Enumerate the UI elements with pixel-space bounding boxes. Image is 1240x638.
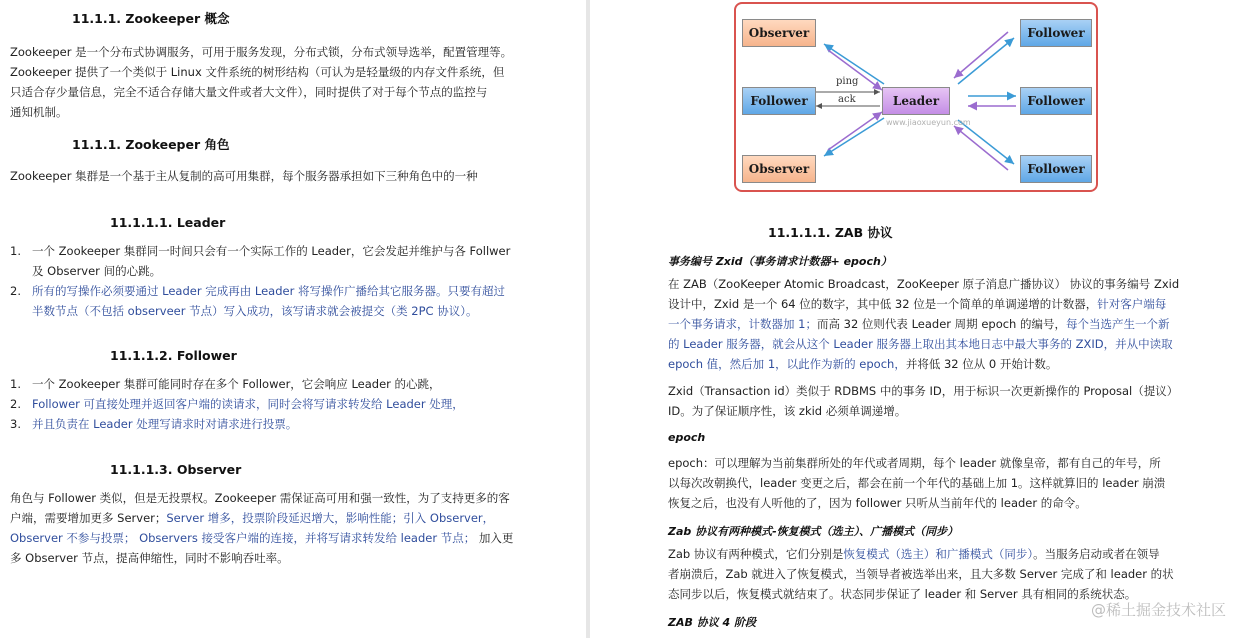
concept-line-4: 通知机制。 [10,105,68,119]
heading-follower: 11.1.1.2. Follower [110,348,237,363]
observer-node-bottom: Observer [742,155,816,183]
list-number: 1. [10,377,21,391]
arrow-leader-to-observer [824,118,884,156]
zab-text-highlight: 一个事务请求，计数器加 1； [668,317,817,331]
zab-line-4: 的 Leader 服务器，就会从这个 Leader 服务器上取出其本地日志中最大事务的 ZXID，并从中读取 [668,337,1173,351]
mode-line-1 [668,544,1160,564]
observer-text-highlight: Observer 不参与投票； Observers 接受客户端的连接，并将写请求转发给 leader 节点； [10,531,476,545]
observer-text: 加入更 [475,531,514,545]
subheading-epoch: epoch [668,431,706,444]
list-number: 1. [10,244,21,258]
zab-text-highlight: 每个当选产生一个新 [1066,317,1170,331]
ping-label: ping [836,76,859,87]
diagram-watermark: www.jiaoxueyun.com [886,118,971,127]
zab-line-5 [668,354,1057,374]
concept-line-3: 只适合存少量信息，完全不适合存储大量文件或者大文件），同时提供了对于每个节点的监控与 [10,85,488,99]
zab-text-highlight: 针对客户端每 [1097,297,1167,311]
arrow-leader-to-follower [958,38,1014,84]
observer-line-2 [10,508,494,528]
mode-line-3: 态同步以后，恢复模式就结束了。状态同步保证了 leader 和 Server 具有相同的系统状态。 [668,587,1137,601]
concept-line-2: Zookeeper 提供了一个类似于 Linux 文件系统的树形结构（可认为是轻量级的内存文件系统，但 [10,65,505,79]
list-text: 一个 Zookeeper 集群可能同时存在多个 Follower，它会响应 Leader 的心跳， [32,377,441,391]
epoch-line-3: 恢复之后，也没有人听他的了，因为 follower 只听从当前年代的 leader 的命令。 [668,496,1087,510]
zxid-line-2: ID。为了保证顺序性，该 zkid 必须单调递增。 [668,404,907,418]
leader-item-2-line-2: 半数节点（不包括 observeer 节点）写入成功，该写请求就会被提交（类 2PC 协议）。 [32,304,478,318]
follower-node-left: Follower [742,87,816,115]
list-text: Follower 可直接处理并返回客户端的读请求，同时会将写请求转发给 Leader 处理， [32,397,464,411]
zookeeper-roles-diagram [734,2,1098,192]
follower-node-top-right: Follower [1020,19,1092,47]
zab-line-2 [668,294,1166,314]
heading-zab-protocol: 11.1.1.1. ZAB 协议 [768,225,893,240]
list-text: 一个 Zookeeper 集群同一时间只会有一个实际工作的 Leader，它会发起并维护与各 Follwer [32,244,511,258]
list-number: 3. [10,417,21,431]
follower-item-2 [10,394,464,414]
zab-text: 并将低 32 位从 0 开始计数。 [905,357,1058,371]
observer-line-1: 角色与 Follower 类似，但是无投票权。Zookeeper 需保证高可用和强一致性，为了支持更多的客 [10,491,510,505]
heading-observer: 11.1.1.3. Observer [110,462,242,477]
observer-line-4: 多 Observer 节点，提高伸缩性，同时不影响吞吐率。 [10,551,289,565]
observer-line-3 [10,528,513,548]
mode-text: Zab 协议有两种模式，它们分别是 [668,547,844,561]
heading-zookeeper-concept: 11.1.1. Zookeeper 概念 [72,11,230,26]
subheading-zab-modes: Zab 协议有两种模式-恢复模式（选主）、广播模式（同步） [668,525,959,538]
concept-line-1: Zookeeper 是一个分布式协调服务，可用于服务发现，分布式锁，分布式领导选举，配置管理等。 [10,45,513,59]
zab-line-3 [668,314,1170,334]
document-page-left [0,0,586,638]
leader-node: Leader [882,87,950,115]
zab-text-highlight: epoch 值，然后加 1，以此作为新的 epoch， [668,357,906,371]
follower-node-bottom-right: Follower [1020,155,1092,183]
arrow-observer-to-leader [828,112,882,150]
zxid-line-1: Zxid（Transaction id）类似于 RDBMS 中的事务 ID，用于标识一次更新操作的 Proposal（提议） [668,384,1179,398]
epoch-line-2: 以每次改朝换代，leader 变更之后，都会在前一个年代的基础上加 1。这样就算旧的 leader 崩溃 [668,476,1166,490]
mode-text: 。当服务启动或者在领导 [1033,547,1160,561]
list-text: 所有的写操作必须要通过 Leader 完成再由 Leader 将写操作广播给其它服务器。只要有超过 [32,284,505,298]
mode-text-highlight: 恢复模式（选主）和广播模式（同步） [843,547,1034,561]
arrow-follower-to-leader [954,126,1008,170]
ack-label: ack [838,94,856,105]
list-number: 2. [10,397,21,411]
follower-item-3 [10,414,297,434]
epoch-line-1: epoch：可以理解为当前集群所处的年代或者周期，每个 leader 就像皇帝，都有自己的年号，所 [668,456,1161,470]
heading-leader: 11.1.1.1. Leader [110,215,226,230]
leader-item-2-line-1 [10,281,505,301]
role-line: Zookeeper 集群是一个基于主从复制的高可用集群，每个服务器承担如下三种角色中的一种 [10,169,478,183]
follower-item-1 [10,374,441,394]
observer-node-top: Observer [742,19,816,47]
zab-text: 设计中，Zxid 是一个 64 位的数字，其中低 32 位是一个简单的单调递增的计数器， [668,297,1098,311]
leader-item-1-line-1 [10,241,510,261]
observer-text-highlight: Server 增多，投票阶段延迟增大，影响性能；引入 Observer， [166,511,495,525]
zab-line-1: 在 ZAB（ZooKeeper Atomic Broadcast，ZooKeeper 原子消息广播协议） 协议的事务编号 Zxid [668,277,1180,291]
leader-item-1-line-2: 及 Observer 间的心跳。 [32,264,162,278]
document-page-right [590,0,1240,638]
arrow-follower-to-leader [954,32,1008,78]
list-text: 并且负责在 Leader 处理写请求时对请求进行投票。 [32,417,298,431]
observer-text: 户端，需要增加更多 Server； [10,511,167,525]
zab-text: 而高 32 位则代表 Leader 周期 epoch 的编号， [816,317,1067,331]
subheading-zab-stages: ZAB 协议 4 阶段 [668,616,757,629]
list-number: 2. [10,284,21,298]
follower-node-middle-right: Follower [1020,87,1092,115]
heading-zookeeper-role: 11.1.1. Zookeeper 角色 [72,137,230,152]
subheading-zxid: 事务编号 Zxid（事务请求计数器+ epoch） [668,255,892,268]
mode-line-2: 者崩溃后，Zab 就进入了恢复模式，当领导者被选举出来，且大多数 Server 完成了和 leader 的状 [668,567,1174,581]
site-watermark: @稀土掘金技术社区 [1090,601,1226,619]
